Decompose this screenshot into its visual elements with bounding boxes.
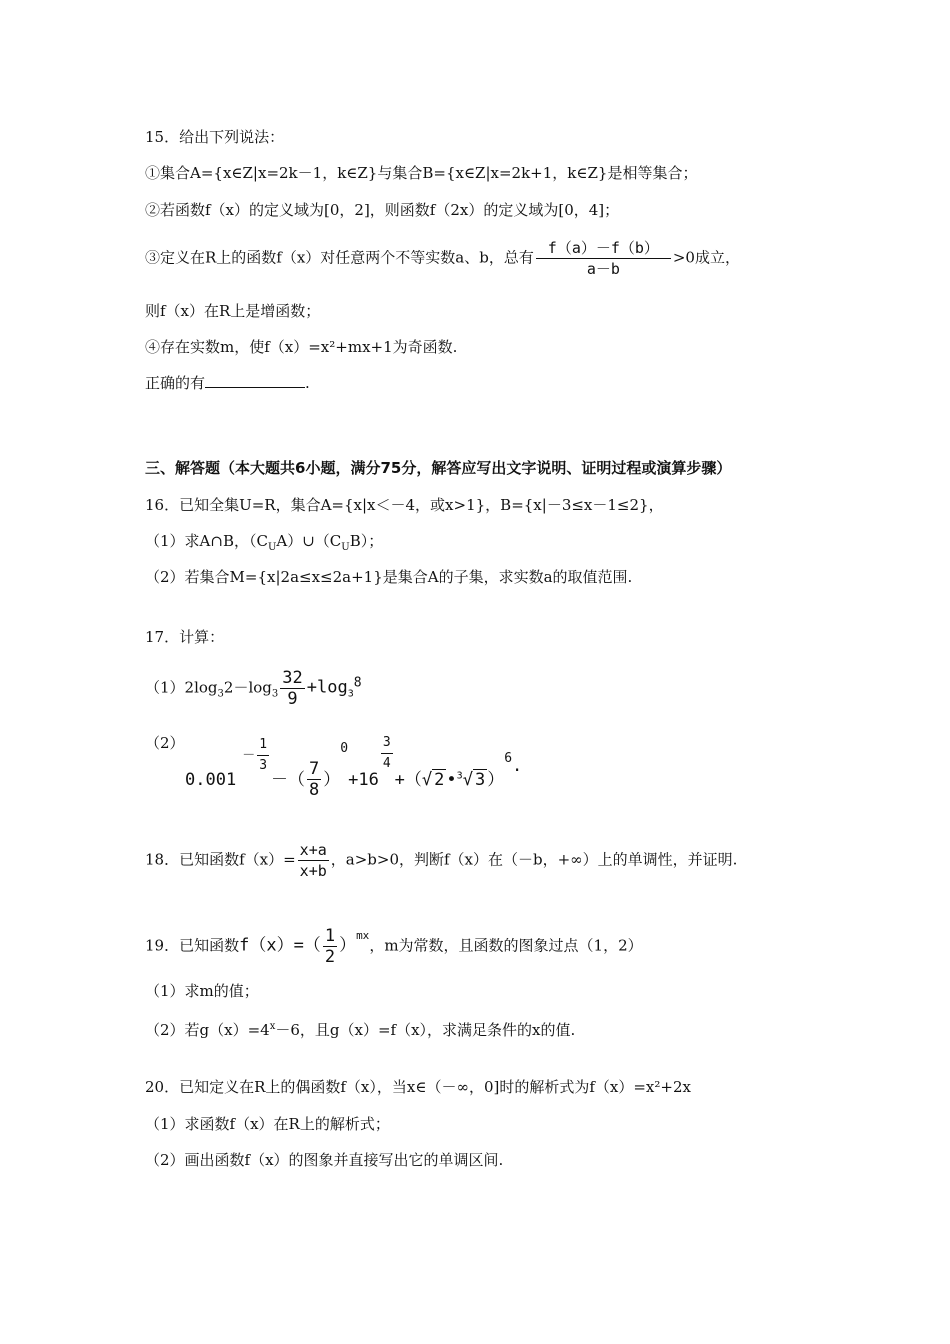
q19-p2-exp: x	[269, 1021, 276, 1032]
q16-p1-sub2: U	[341, 542, 350, 553]
q17-p2-num2: 7	[309, 759, 320, 779]
q19-p2-pre: （2）若g（x）=4	[145, 1021, 270, 1039]
q17-p1-num: 32	[282, 668, 303, 688]
q15-s3-numerator: f（a）－f（b）	[547, 239, 659, 257]
q16-title: 16．已知全集U=R，集合A={x|x＜－4，或x>1}，B={x|－3≤x－1≤2}，	[145, 496, 664, 514]
q18-post: ，a>b>0，判断f（x）在（－b，+∞）上的单调性，并证明.	[330, 850, 738, 869]
q17-p1-a: 2log	[184, 678, 218, 697]
q17-p2-dot: •	[446, 769, 457, 790]
q15-answer	[145, 373, 310, 393]
q18-fraction	[298, 840, 329, 881]
q17-p2-exp2: 0	[340, 740, 349, 756]
q17-p2-exp3-num: 3	[382, 735, 391, 750]
q17-part-2-label: （2）	[145, 734, 185, 752]
q15-answer-end: .	[305, 374, 310, 392]
q17-p1-sub3: 3	[347, 688, 354, 700]
q17-part-2	[185, 735, 523, 800]
q15-s3-post: >0成立，	[672, 248, 740, 267]
q16-p1-a: （1）求A∩B，（C	[145, 532, 268, 550]
q15-title: 15．给出下列说法：	[145, 128, 285, 146]
q16-part-1	[145, 531, 383, 558]
q19-den: 2	[324, 947, 336, 967]
q15-statement-3	[145, 238, 740, 279]
q19-fx: f（x）=（	[239, 935, 321, 956]
q16-p1-b: A）∪（C	[276, 532, 342, 550]
q17-p2-exp1-num: 1	[259, 736, 268, 752]
q17-p2-minus: －（	[271, 769, 306, 790]
q19	[145, 926, 643, 967]
q17-p2-exp3-den: 4	[381, 753, 393, 774]
q15-s3-denominator: a－b	[536, 258, 671, 279]
q15-statement-2: ②若函数f（x）的定义域为[0，2]，则函数f（2x）的定义域为[0，4]；	[145, 201, 620, 219]
q15-s3-pre: ③定义在R上的函数f（x）对任意两个不等实数a、b，总有	[145, 248, 534, 267]
q20-part-2: （2）画出函数f（x）的图象并直接写出它的单调区间.	[145, 1151, 504, 1169]
q18-den: x+b	[299, 862, 327, 880]
q15-statement-3-cont: 则f（x）在R上是增函数；	[145, 302, 321, 320]
q17-p2-exp4: 6	[504, 750, 513, 766]
q17-p2-plus2: +（	[394, 769, 422, 790]
q17-p1-fraction	[280, 668, 304, 709]
q17-p2-exp1-frac	[257, 735, 269, 776]
q17-p2-term2	[271, 759, 341, 800]
q19-num: 1	[324, 926, 336, 946]
q17-p1-d: 8	[353, 675, 362, 691]
q17-part-1	[145, 668, 362, 709]
q17-p2-end: .	[512, 755, 523, 776]
q17-p2-plus: +16	[348, 769, 379, 790]
q17-title: 17．计算：	[145, 628, 225, 646]
section-3-heading: 三、解答题（本大题共6小题，满分75分，解答应写出文字说明、证明过程或演算步骤）	[145, 459, 732, 477]
q16-p1-sub1: U	[267, 542, 277, 553]
q17-p1-sub2: 3	[271, 688, 279, 700]
answer-blank[interactable]	[205, 373, 305, 388]
q20-part-1: （1）求函数f（x）在R上的解析式；	[145, 1115, 390, 1133]
q17-p1-label: （1）	[145, 678, 185, 697]
q16-p1-c: B）；	[349, 532, 384, 550]
q17-p2-frac2	[307, 759, 321, 800]
q17-p2-close2: ）	[487, 769, 505, 790]
q19-part-1: （1）求m的值；	[145, 982, 259, 1000]
q15-answer-label: 正确的有	[145, 374, 206, 392]
q19-pre: 19．已知函数	[145, 936, 240, 955]
q17-p1-sub1: 3	[217, 688, 224, 700]
q16-part-2: （2）若集合M={x|2a≤x≤2a+1}是集合A的子集，求实数a的取值范围.	[145, 568, 633, 586]
q15-statement-1: ①集合A={x∈Z|x=2k－1，k∈Z}与集合B={x∈Z|x=2k+1，k∈Z}是相等集合；	[145, 164, 698, 182]
q17-p2-base1: 0.001	[185, 769, 237, 790]
q17-p1-c: +log	[306, 677, 348, 698]
q19-post: ，m为常数，且函数的图象过点（1，2）	[369, 936, 643, 955]
q15-statement-4: ④存在实数m，使f（x）=x²+mx+1为奇函数.	[145, 338, 458, 356]
q17-p2-exp1	[242, 735, 271, 776]
q17-p2-close: ）	[323, 769, 341, 790]
q18-pre: 18．已知函数f（x）=	[145, 850, 296, 869]
q17-p2-exp1-den: 3	[257, 755, 269, 776]
q17-p2-term4: +（√ 2 •$^3$√ 3 ）	[394, 769, 505, 790]
q18	[145, 840, 737, 881]
q17-p2-cuberoot-index: 3	[456, 769, 463, 781]
q17-p1-den: 9	[280, 688, 304, 709]
q19-part-2	[145, 1017, 575, 1040]
q17-p2-exp1-sign: －	[242, 747, 256, 763]
q17-p2-den2: 8	[309, 780, 320, 800]
q15-s3-fraction	[536, 238, 671, 279]
q19-exp: mx	[356, 928, 370, 942]
q17-p2-exp3	[381, 733, 393, 774]
q19-p2-post: －6，且g（x）=f（x），求满足条件的x的值.	[275, 1021, 576, 1039]
q17-p1-b: 2－log	[223, 678, 272, 697]
q19-close: ）	[339, 935, 357, 956]
q17-p2-sqrt: 2	[434, 769, 445, 790]
q17-p2-cuberoot: 3	[474, 769, 486, 790]
q20-title: 20．已知定义在R上的偶函数f（x），当x∈（－∞，0]时的解析式为f（x）=x²+2x	[145, 1078, 691, 1096]
q18-num: x+a	[299, 841, 327, 859]
q19-fraction	[323, 926, 337, 967]
